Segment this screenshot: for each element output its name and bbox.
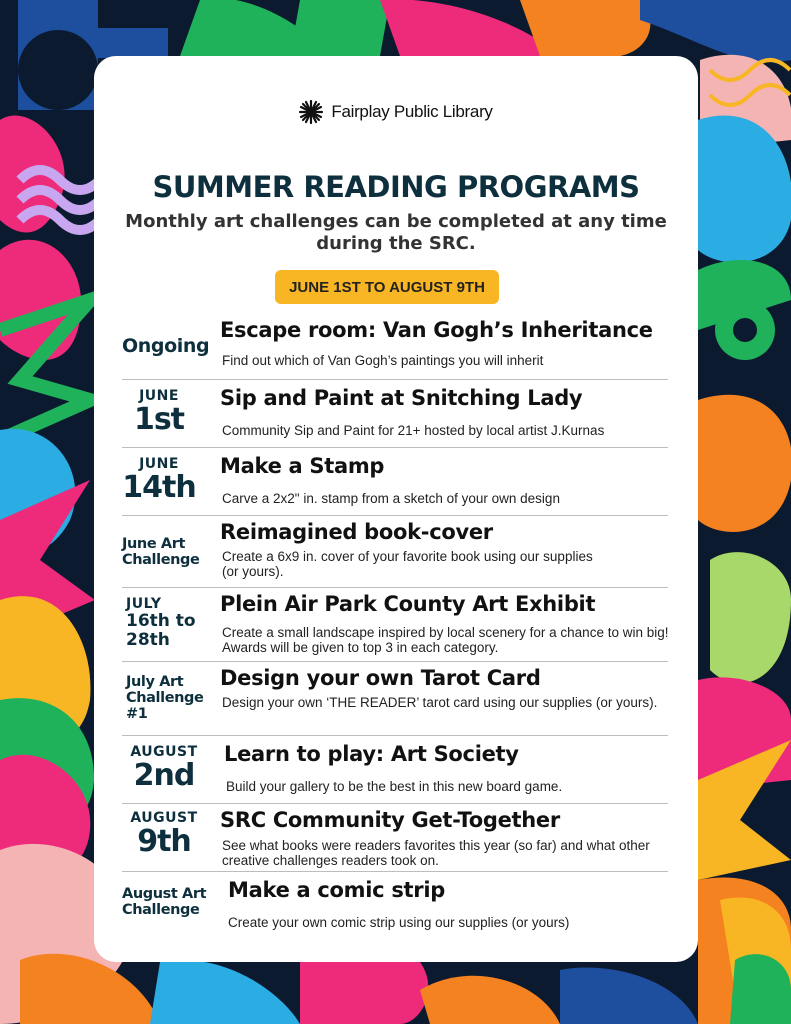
event-when-label: July Art [126, 674, 184, 690]
event-row [122, 588, 668, 662]
event-month: JULY [126, 596, 162, 612]
event-description: Community Sip and Paint for 21+ hosted by local artist J.Kurnas [222, 423, 605, 438]
event-description: Create a small landscape inspired by local scenery for a chance to win big! Awards will be given to top 3 in each category. [222, 625, 669, 655]
event-when [122, 388, 196, 436]
event-title: Make a Stamp [220, 454, 385, 478]
page-title: SUMMER READING PROGRAMS [152, 170, 640, 204]
event-month: JUNE [139, 388, 179, 404]
event-description: Find out which of Van Gogh’s paintings you will inherit [222, 353, 544, 368]
event-when [122, 744, 206, 792]
event-row [122, 312, 668, 380]
event-description: Carve a 2x2" in. stamp from a sketch of your own design [222, 491, 560, 506]
event-when [122, 536, 218, 568]
event-when-label: Challenge [122, 552, 200, 568]
event-row [122, 736, 668, 804]
page-subtitle: Monthly art challenges can be completed at any time during the SRC. [125, 211, 667, 254]
event-day: 9th [137, 824, 191, 859]
event-when [122, 886, 218, 918]
event-row [122, 804, 668, 872]
event-when-label: #1 [126, 706, 148, 722]
event-description: Create your own comic strip using our supplies (or yours) [228, 915, 570, 930]
program-card [94, 56, 698, 962]
event-title: Design your own Tarot Card [220, 666, 541, 690]
event-row [122, 448, 668, 516]
event-month: AUGUST [130, 744, 198, 760]
event-title: SRC Community Get-Together [220, 808, 560, 832]
starburst-icon [299, 100, 323, 124]
event-title: Plein Air Park County Art Exhibit [220, 592, 596, 616]
event-day: 2nd [133, 758, 195, 793]
event-date-range: 16th to [126, 611, 196, 631]
event-description: Create a 6x9 in. cover of your favorite book using our supplies (or yours). [222, 549, 593, 579]
event-when-label: August Art [122, 886, 207, 902]
library-logo [94, 100, 698, 124]
event-when [122, 596, 218, 650]
event-title: Reimagined book-cover [220, 520, 493, 544]
event-day: 1st [133, 402, 185, 437]
library-name: Fairplay Public Library [331, 102, 493, 121]
event-day: 14th [122, 470, 196, 505]
event-when-label: Ongoing [122, 335, 210, 357]
event-title: Make a comic strip [228, 878, 445, 902]
event-row [122, 516, 668, 588]
event-title: Escape room: Van Gogh’s Inheritance [220, 318, 653, 342]
event-title: Learn to play: Art Society [224, 742, 519, 766]
event-description: See what books were readers favorites this year (so far) and what other creative challenges readers took on. [222, 838, 650, 868]
event-row [122, 872, 668, 940]
event-when [122, 674, 218, 722]
date-range-badge: JUNE 1ST TO AUGUST 9TH [275, 270, 499, 304]
event-month: AUGUST [130, 810, 198, 826]
event-when [122, 335, 218, 357]
event-when-label: Challenge [126, 690, 204, 706]
event-row [122, 380, 668, 448]
event-when [122, 456, 196, 504]
event-when-label: June Art [122, 536, 186, 552]
event-date-range: 28th [126, 630, 170, 650]
event-row [122, 662, 668, 736]
event-month: JUNE [139, 456, 179, 472]
event-description: Design your own ‘THE READER’ tarot card using our supplies (or yours). [222, 695, 658, 710]
event-when [122, 810, 206, 858]
event-when-label: Challenge [122, 902, 200, 918]
event-description: Build your gallery to be the best in this new board game. [226, 779, 563, 794]
event-title: Sip and Paint at Snitching Lady [220, 386, 583, 410]
